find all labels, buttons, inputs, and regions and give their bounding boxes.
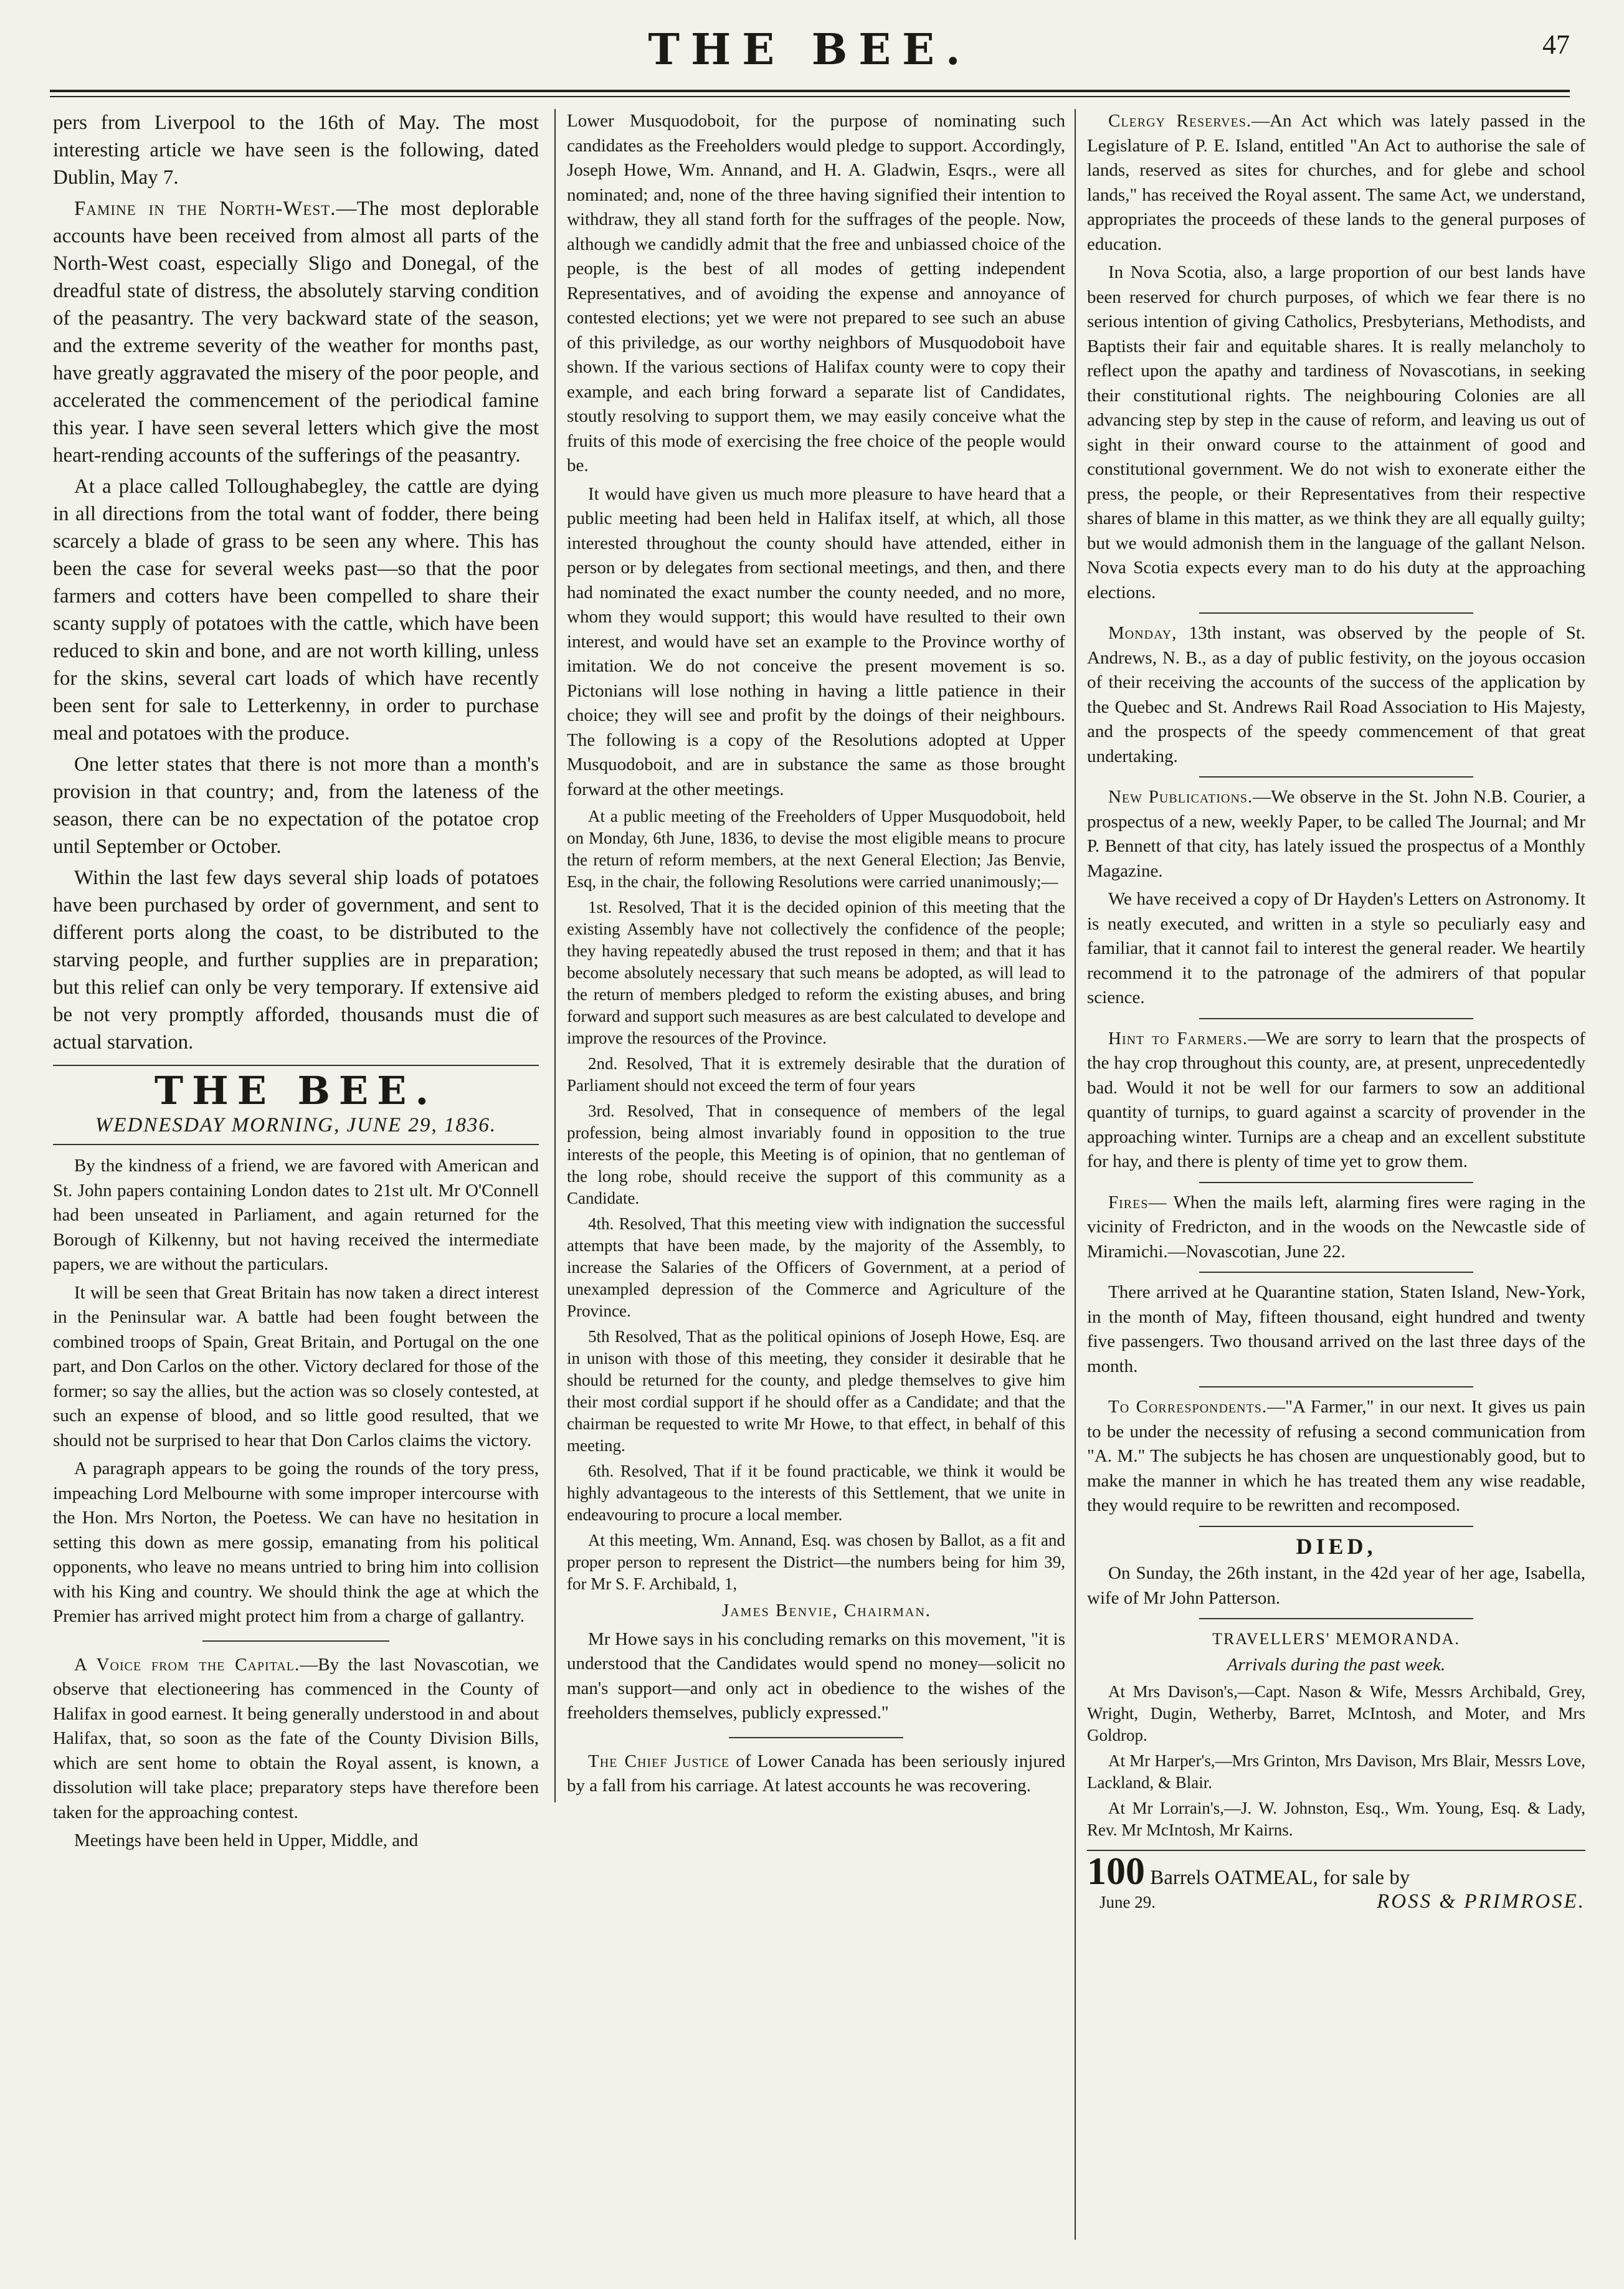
article-paragraph: Within the last few days several ship loads of potatoes have been purchased by order of government, and sent to different ports along the coast, to be distributed to the starving people, and further supplies are in preparation; but this relief can only be very temporary. If extensive aid be not very promptly afforded, thousands must die of actual starvation. [53,867,539,1054]
article-paragraph [1087,785,1585,883]
advertisement [1087,1850,1585,1914]
article-text: —We observe in the St. John N.B. Courier, a prospectus of a new, weekly Paper, to be called The Journal; and Mr P. Bennett of that city, has lately issued the prospectus of a Monthly Magazine. [1087,787,1585,881]
divider [1199,1386,1473,1387]
died-heading: DIED, [1296,1533,1377,1559]
newspaper-title: THE BEE. [648,25,972,75]
travellers-heading: TRAVELLERS' MEMORANDA. [1212,1630,1460,1648]
article-heading: Famine in the North-West. [74,197,336,220]
article-heading: Fires [1108,1192,1149,1212]
resolution: 1st. Resolved, That it is the decided opinion of this meeting that the existing Assembly have not collectively the confidence of the people; they having repeatedly abused the trust reposed in them; and that it has become absolutely necessary that such means be adopted, as will lead to the return of members pledged to reform the existing abuses, and bring forward and support such measures as are best calculated to develope and improve the resources of the Province. [567,898,1065,1047]
resolution: At this meeting, Wm. Annand, Esq. was chosen by Ballot, as a fit and proper person to represent the District—the numbers being for him 39, for Mr S. F. Archibald, 1, [567,1531,1065,1593]
article-paragraph: We have received a copy of Dr Hayden's Letters on Astronomy. It is neatly executed, and written in a style so peculiarly easy and familiar, that it cannot fail to interest the general reader. We heartily recommend it to the patronage of the admirers of that popular science. [1087,889,1585,1007]
ad-firm: ROSS & PRIMROSE. [1377,1890,1585,1913]
article-paragraph: Mr Howe says in his concluding remarks on this movement, "it is understood that the Candidates would spend no money—solicit no man's support—and only act in obedience to the wishes of the freeholders themselves, publicly expressed." [567,1629,1065,1723]
article-paragraph: It will be seen that Great Britain has now taken a direct interest in the Peninsular war. A battle had been fought between the combined troops of Spain, Great Britain, and Portugal on the one part, and Don Carlos on the other. Victory declared for those of the former; so say the allies, but the action was so closely contested, at such an expense of blood, and so little good resulted, that we should not be surprised to hear that Don Carlos claims the victory. [53,1282,539,1450]
article-heading: To Correspondents. [1108,1397,1268,1417]
divider [1199,1618,1473,1619]
divider [1199,1018,1473,1019]
article-paragraph [1087,621,1585,769]
article-heading: The Chief Justice [588,1751,729,1771]
article-paragraph [567,1749,1065,1799]
resolution: 3rd. Resolved, That in consequence of members of the legal profession, being almost invariably found in opposition to the true interests of the people, this Meeting is of opinion, that no gentleman of the long robe, should receive the support of this community as a Candidate. [567,1102,1065,1207]
article-paragraph [1087,1395,1585,1518]
article-paragraph: A paragraph appears to be going the rounds of the tory press, impeaching Lord Melbourne with some improper intercourse with the Hon. Mrs Norton, the Poetess. We can have no hesitation in setting this down as mere gossip, emanating from his political opponents, who leave no means untried to bring him into collision with his King and country. We should think the age at which the Premier has arrived might protect him from a charge of gallantry. [53,1459,539,1626]
resolution: 5th Resolved, That as the political opinions of Joseph Howe, Esq. are in unison with those of this meeting, they consider it desirable that he should be returned for the county, and pledge themselves to give him their most cordial support if he should offer as a Candidate; and that the chairman be requested to write Mr Howe, to that effect, in behalf of this meeting. [567,1327,1065,1455]
article-text: of Lower Canada has been seriously injured by a fall from his carriage. At latest accounts he was recovering. [567,1751,1065,1796]
article-paragraph: Lower Musquodoboit, for the purpose of nominating such candidates as the Freeholders would pledge to support. Accordingly, Joseph Howe, Wm. Annand, and H. A. Gladwin, Esqrs., were all nominated; and, none of the three having signified their intention to withdraw, they all stand forth for the suffrages of the people. Now, although we candidly admit that the free and unbiassed choice of the people, is the best of all modes of getting independent Representatives, and of avoiding the expense and annoyance of contested elections; yet we were not prepared to see such an abuse of this priviledge, as our worthy neighbors of Musquodoboit have shown. If the various sections of Halifax county were to copy their example, and each bring forward a separate list of Candidates, stoutly resolving to support them, we may easily conceive what the fruits of this mode of exercising the free choice of the people would be. [567,111,1065,475]
article-paragraph: pers from Liverpool to the 16th of May. The most interesting article we have seen is the following, dated Dublin, May 7. [53,112,539,189]
article-heading: Clergy Reserves. [1108,111,1252,131]
column-1 [53,109,539,1857]
article-text: —By the last Novascotian, we observe that electioneering has commenced in the County of Halifax in good earnest. It being generally understood in and about Halifax, that, so soon as the fate of the County Division Bills, which are sent home to obtain the Royal assent, is known, a dissolution will take place; preparatory steps have therefore been taken for the approaching contest. [53,1654,539,1822]
article-paragraph: In Nova Scotia, also, a large proportion of our best lands have been reserved for church purposes, of which we fear there is no serious intention of giving Catholics, Presbyterians, Methodists, and Baptists their fair and equitable shares. It is really melancholy to reflect upon the apathy and tardiness of Novascotians, in seeking their constitutional rights. The neighbouring Colonies are all advancing step by step in the cause of reform, and leaving us out of sight in their onward course to the attainment of good and constitutional government. We do not wish to exonerate either the press, the people, or their Representatives from their respective shares of blame in this matter, as we think they are all equally guilty; but we would admonish them in the language of the gallant Nelson. Nova Scotia expects every man to do his duty at the approaching elections. [1087,262,1585,602]
divider [53,1065,539,1066]
article-text: —We are sorry to learn that the prospects of the hay crop throughout this county, are, at present, unprecedentedly bad. Would it not be well for our farmers to sow an additional quantity of turnips, to guard against a scarcity of provender in the approaching winter. Turnips are a cheap and an excellent substitute for hay, and there is plenty of time yet to grow them. [1087,1028,1586,1171]
travellers-entry: At Mr Lorrain's,—J. W. Johnston, Esq., Wm. Young, Esq. & Lady, Rev. Mr McIntosh, Mr Kairns. [1087,1799,1585,1839]
article-paragraph [1087,1191,1585,1265]
meeting-report: At a public meeting of the Freeholders of Upper Musquodoboit, held on Monday, 6th June, 1836, to devise the most eligible means to procure the return of reform members, at the next General Election; Jas Benvie, Esq, in the chair, the following Resolutions were carried unanimously;— [567,807,1065,891]
divider [1087,1850,1585,1851]
article-heading: A Voice from the Capital. [74,1654,300,1675]
obituary: On Sunday, the 26th instant, in the 42d year of her age, Isabella, wife of Mr John Patterson. [1087,1563,1585,1608]
page-number: 47 [1542,29,1570,60]
column-2 [554,109,1065,1802]
editorial-masthead: THE BEE. [154,1068,438,1113]
resolution: 2nd. Resolved, That it is extremely desirable that the duration of Parliament should not exceed the term of four years [567,1054,1065,1095]
divider [729,1737,903,1738]
article-paragraph: There arrived at he Quarantine station, Staten Island, New-York, in the month of May, fifteen thousand, eight hundred and twenty five passengers. Two thousand arrived on the last three days of the month. [1087,1282,1585,1376]
resolution: 6th. Resolved, That if it be found practicable, we think it would be highly advantageous to the interests of this Settlement, that we unite in endeavouring to procure a local member. [567,1462,1065,1524]
column-3 [1075,109,1585,2240]
article-heading: New Publications. [1108,787,1253,807]
article-text: — When the mails left, alarming fires were raging in the vicinity of Fredricton, and in the woods on the Newcastle side of Miramichi.—Novascotian, June 22. [1087,1192,1585,1262]
divider [202,1640,389,1642]
article-paragraph: It would have given us much more pleasure to have heard that a public meeting had been held in Halifax itself, at which, all those interested throughout the county should have attended, either in person or by delegates from sectional meetings, and then, and there had nominated the exact number the county needed, and no more, whom they would support; this would have resulted to their own interest, and would have set an example to the Province worthy of imitation. We do not conceive the present movement is so. Pictonians will lose nothing in having a little patience in their choice; they will see and profit by the doings of their neighbours. The following is a copy of the Resolutions adopted at Upper Musquodoboit, and are in substance the same as those brought forward at the other meetings. [567,483,1065,799]
article-paragraph: By the kindness of a friend, we are favored with American and St. John papers containing London dates to 21st ult. Mr O'Connell had been unseated in Parliament, and again returned for the Borough of Kilkenny, but not having received the intermediate papers, we are without the particulars. [53,1156,539,1274]
ad-text: Barrels OATMEAL, for sale by [1150,1867,1410,1889]
travellers-entry: At Mrs Davison's,—Capt. Nason & Wife, Messrs Archibald, Grey, Wright, Dugin, Wetherby, Barret, McIntosh, and Moter, and Mrs Goldrop. [1087,1682,1585,1744]
divider [1199,1526,1473,1527]
divider [1199,1272,1473,1273]
chairman-signature: James Benvie, Chairman. [721,1601,932,1620]
article-text: 13th instant, was observed by the people of St. Andrews, N. B., as a day of public festivity, on the joyous occasion of their receiving the accounts of the success of the application by the Quebec and St. Andrews Rail Road Association to His Majesty, and the prospects of the speedy commencement of that great undertaking. [1087,623,1586,766]
article-heading: Hint to Farmers. [1108,1028,1248,1049]
article-paragraph: At a place called Tolloughabegley, the cattle are dying in all directions from the total want of fodder, there being scarcely a blade of grass to be seen any where. This has been the case for several weeks past—so that the poor farmers and cotters have been compelled to share their scanty supply of potatoes with the cattle, which have been reduced to skin and bone, and are not worth killing, unless for the skins, several cart loads of which have recently been sent for sale to Letterkenny, in order to purchase meal and potatoes with the produce. [53,475,539,745]
divider [1199,612,1473,614]
travellers-entry: At Mr Harper's,—Mrs Grinton, Mrs Davison, Mrs Blair, Messrs Love, Lackland, & Blair. [1087,1751,1585,1792]
divider [1199,776,1473,778]
article-paragraph: One letter states that there is not more than a month's provision in that country; and, from the lateness of the season, there can be no expectation of the potatoe crop until September or October. [53,753,539,858]
article-paragraph [1087,1027,1585,1174]
article-paragraph [53,195,539,469]
ad-date: June 29. [1099,1893,1156,1911]
resolution: 4th. Resolved, That this meeting view with indignation the successful attempts that have been made, by the majority of the Assembly, to increase the Salaries of the Officers of Government, at a period of unexampled depression of the Commerce and Agriculture of the Province. [567,1214,1065,1320]
masthead [50,25,1570,87]
article-text: —An Act which was lately passed in the Legislature of P. E. Island, entitled "An Act to authorise the sale of lands, reserved as sites for churches, and for glebe and school lands," has received the Royal assent. The same Act, we understand, appropriates the proceeds of these lands to the general purposes of education. [1087,111,1585,254]
masthead-rule [50,90,1570,97]
article-paragraph: Meetings have been held in Upper, Middle, and [74,1830,419,1850]
dateline: WEDNESDAY MORNING, JUNE 29, 1836. [53,1113,539,1146]
ad-quantity: 100 [1087,1850,1145,1893]
divider [1199,1182,1473,1183]
article-paragraph [53,1653,539,1825]
travellers-subheading: Arrivals during the past week. [1227,1654,1446,1675]
article-text: —"A Farmer," in our next. It gives us pain to be under the necessity of refusing a second communication from "A. M." The subjects he has chosen are unquestionably good, but to make the manner in which he has treated them any wise readable, they would require to be rewritten and recomposed. [1087,1397,1586,1515]
article-text: —The most deplorable accounts have been received from almost all parts of the North-West coast, especially Sligo and Donegal, of the dreadful state of distress, the absolutely starving condition of the peasantry. The very backward state of the season, and the extreme severity of the weather for months past, have greatly aggravated the misery of the poor people, and accelerated the commencement of the periodical famine this year. I have seen several letters which give the most heart-rending accounts of the sufferings of the peasantry. [53,197,539,467]
article-heading: Monday, [1108,623,1177,643]
article-paragraph [1087,109,1585,257]
